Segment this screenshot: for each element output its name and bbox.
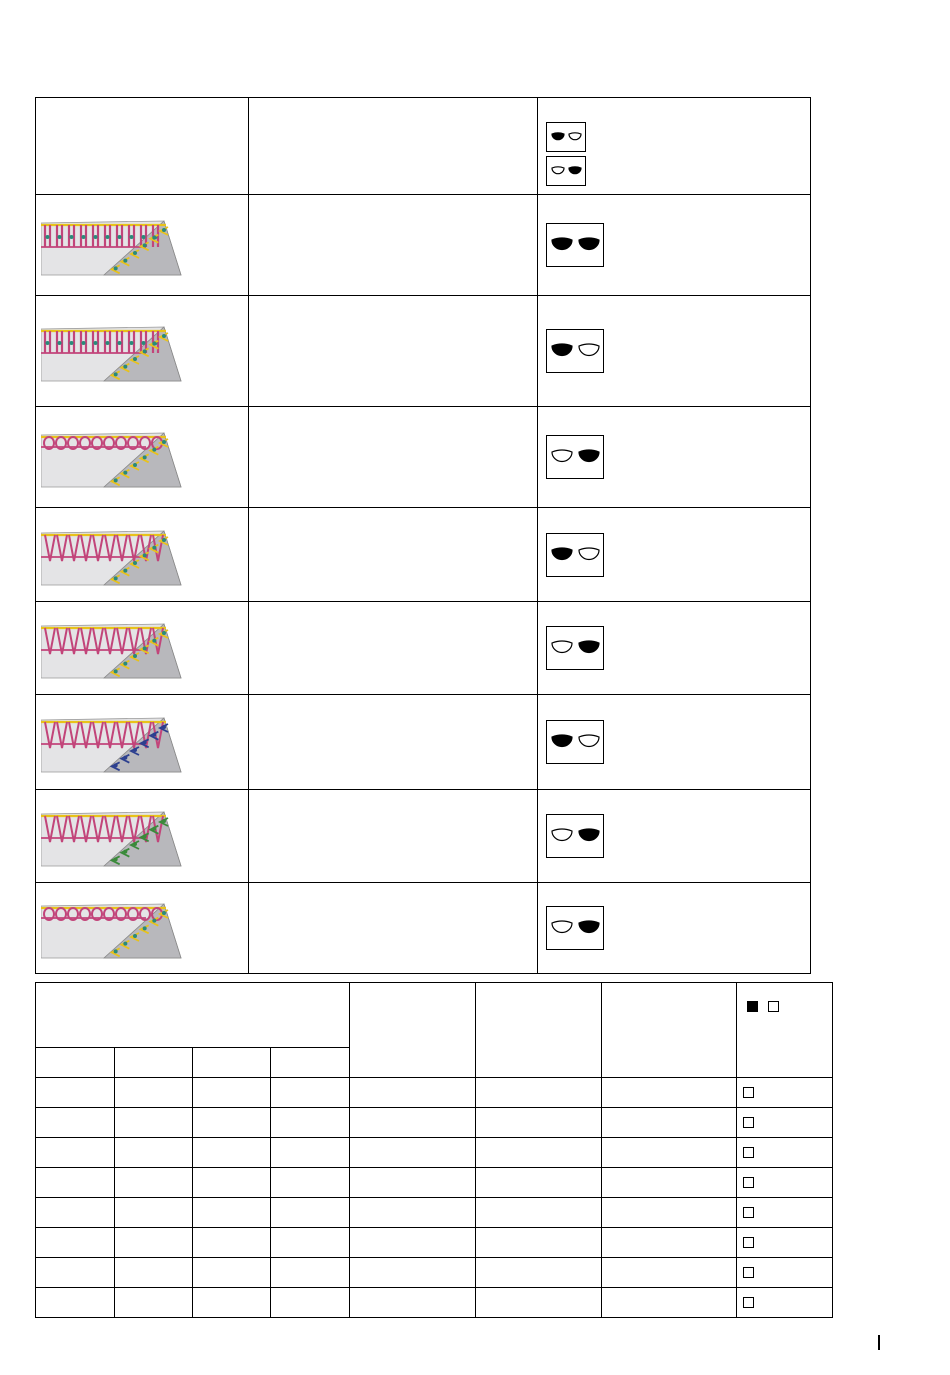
- settings-cell: [193, 1168, 271, 1198]
- stitch-swatch-image: [41, 523, 186, 587]
- needle-empty-icon: [578, 731, 600, 753]
- settings-cell: [476, 1078, 602, 1108]
- settings-cell: [115, 1258, 193, 1288]
- needle-symbol-cell: [538, 296, 811, 407]
- settings-cell: [476, 1258, 602, 1288]
- settings-header-row: [36, 983, 833, 1048]
- checkbox[interactable]: [743, 1087, 754, 1098]
- needle-empty-icon: [551, 637, 573, 659]
- settings-cell: [36, 1198, 115, 1228]
- tension-subheader-4: [271, 1048, 350, 1078]
- stitch-description-cell: [249, 602, 538, 695]
- settings-cell: [115, 1078, 193, 1108]
- needle-filled-icon: [551, 544, 573, 566]
- settings-cell: [193, 1258, 271, 1288]
- stitch-row: [36, 883, 811, 974]
- settings-header-col-6: [476, 983, 602, 1078]
- tension-subheader-2: [115, 1048, 193, 1078]
- settings-cell: [271, 1228, 350, 1258]
- stitch-description-cell: [249, 508, 538, 602]
- needle-empty-icon: [551, 164, 565, 178]
- settings-cell: [350, 1138, 476, 1168]
- settings-cell: [36, 1078, 115, 1108]
- settings-cell: [193, 1228, 271, 1258]
- settings-cell: [115, 1288, 193, 1318]
- checkbox[interactable]: [743, 1177, 754, 1188]
- settings-cell: [602, 1258, 737, 1288]
- settings-cell: [602, 1228, 737, 1258]
- checkbox[interactable]: [743, 1297, 754, 1308]
- settings-cell: [350, 1198, 476, 1228]
- settings-cell: [271, 1198, 350, 1228]
- settings-cell: [271, 1168, 350, 1198]
- needle-filled-icon: [578, 234, 600, 256]
- stitch-table: [35, 97, 811, 974]
- settings-cell: [602, 1198, 737, 1228]
- needle-symbol-cell: [538, 508, 811, 602]
- needle-symbol-cell: [538, 790, 811, 883]
- stitch-swatch-image: [41, 319, 186, 383]
- settings-cell: [476, 1228, 602, 1258]
- header-cell-description: [249, 98, 538, 195]
- empty-square-icon: [768, 1001, 779, 1012]
- needle-filled-icon: [578, 637, 600, 659]
- stitch-description-cell: [249, 883, 538, 974]
- needle-position-symbol: [546, 906, 604, 950]
- checkbox[interactable]: [743, 1237, 754, 1248]
- needle-filled-icon: [578, 825, 600, 847]
- needle-empty-icon: [551, 825, 573, 847]
- stitch-description-cell: [249, 195, 538, 296]
- stitch-image-cell: [36, 296, 249, 407]
- settings-cell: [476, 1288, 602, 1318]
- filled-square-icon: [747, 1001, 758, 1012]
- needle-position-symbol: [546, 223, 604, 267]
- settings-cell: [350, 1258, 476, 1288]
- settings-cell: [36, 1228, 115, 1258]
- checkbox[interactable]: [743, 1147, 754, 1158]
- settings-checkbox-cell: [737, 1198, 833, 1228]
- stitch-swatch-image: [41, 425, 186, 489]
- page-marker: [878, 1335, 880, 1350]
- settings-checkbox-cell: [737, 1288, 833, 1318]
- tension-group-header: [36, 983, 350, 1048]
- stitch-row: [36, 195, 811, 296]
- needle-empty-icon: [551, 917, 573, 939]
- settings-row: [36, 1258, 833, 1288]
- settings-cell: [476, 1198, 602, 1228]
- settings-checkbox-cell: [737, 1258, 833, 1288]
- settings-cell: [350, 1108, 476, 1138]
- settings-cell: [193, 1288, 271, 1318]
- settings-checkbox-cell: [737, 1108, 833, 1138]
- settings-cell: [350, 1168, 476, 1198]
- settings-cell: [476, 1138, 602, 1168]
- tension-subheader-3: [193, 1048, 271, 1078]
- settings-cell: [36, 1138, 115, 1168]
- stitch-row: [36, 407, 811, 508]
- needle-position-symbol: [546, 156, 586, 186]
- needle-empty-icon: [568, 130, 582, 144]
- settings-checkbox-cell: [737, 1078, 833, 1108]
- needle-legend: [546, 98, 810, 188]
- tension-subheader-1: [36, 1048, 115, 1078]
- needle-position-symbol: [546, 814, 604, 858]
- settings-checkbox-cell: [737, 1228, 833, 1258]
- settings-row: [36, 1108, 833, 1138]
- settings-table: [35, 982, 833, 1318]
- settings-cell: [602, 1168, 737, 1198]
- stitch-description-cell: [249, 695, 538, 790]
- stitch-image-cell: [36, 695, 249, 790]
- settings-cell: [602, 1288, 737, 1318]
- needle-filled-icon: [551, 731, 573, 753]
- stitch-row: [36, 695, 811, 790]
- needle-symbol-cell: [538, 602, 811, 695]
- header-cell-needle-legend: [538, 98, 811, 195]
- stitch-swatch-image: [41, 896, 186, 960]
- needle-empty-icon: [578, 340, 600, 362]
- stitch-description-cell: [249, 790, 538, 883]
- settings-cell: [36, 1258, 115, 1288]
- stitch-description-cell: [249, 296, 538, 407]
- settings-cell: [602, 1138, 737, 1168]
- needle-empty-icon: [551, 446, 573, 468]
- settings-cell: [115, 1228, 193, 1258]
- checkbox[interactable]: [743, 1267, 754, 1278]
- settings-cell: [476, 1108, 602, 1138]
- needle-filled-icon: [551, 130, 565, 144]
- checkbox[interactable]: [743, 1117, 754, 1128]
- settings-cell: [271, 1078, 350, 1108]
- header-cell-image: [36, 98, 249, 195]
- needle-position-symbol: [546, 122, 586, 152]
- needle-symbol-cell: [538, 195, 811, 296]
- needle-position-symbol: [546, 533, 604, 577]
- needle-filled-icon: [551, 340, 573, 362]
- stitch-row: [36, 296, 811, 407]
- settings-cell: [476, 1168, 602, 1198]
- settings-checkbox-cell: [737, 1168, 833, 1198]
- stitch-swatch-image: [41, 213, 186, 277]
- stitch-row: [36, 508, 811, 602]
- settings-row: [36, 1288, 833, 1318]
- settings-row: [36, 1168, 833, 1198]
- settings-cell: [193, 1108, 271, 1138]
- checkbox[interactable]: [743, 1207, 754, 1218]
- stitch-image-cell: [36, 508, 249, 602]
- settings-cell: [350, 1228, 476, 1258]
- needle-symbol-cell: [538, 883, 811, 974]
- settings-cell: [115, 1108, 193, 1138]
- settings-cell: [115, 1168, 193, 1198]
- stitch-image-cell: [36, 407, 249, 508]
- settings-cell: [36, 1288, 115, 1318]
- stitch-image-cell: [36, 790, 249, 883]
- settings-header-col-5: [350, 983, 476, 1078]
- settings-row: [36, 1198, 833, 1228]
- settings-cell: [271, 1138, 350, 1168]
- needle-empty-icon: [578, 544, 600, 566]
- settings-cell: [193, 1078, 271, 1108]
- needle-filled-icon: [578, 446, 600, 468]
- stitch-swatch-image: [41, 616, 186, 680]
- settings-row: [36, 1138, 833, 1168]
- stitch-image-cell: [36, 883, 249, 974]
- settings-row: [36, 1228, 833, 1258]
- needle-symbol-cell: [538, 407, 811, 508]
- settings-cell: [193, 1138, 271, 1168]
- stitch-row: [36, 790, 811, 883]
- settings-cell: [271, 1288, 350, 1318]
- needle-filled-icon: [578, 917, 600, 939]
- settings-cell: [271, 1258, 350, 1288]
- settings-row: [36, 1078, 833, 1108]
- settings-checkbox-cell: [737, 1138, 833, 1168]
- stitch-image-cell: [36, 195, 249, 296]
- settings-header-col-7: [602, 983, 737, 1078]
- stitch-image-cell: [36, 602, 249, 695]
- settings-cell: [271, 1108, 350, 1138]
- settings-header-legend: [737, 983, 833, 1078]
- settings-cell: [350, 1288, 476, 1318]
- settings-cell: [36, 1168, 115, 1198]
- settings-cell: [115, 1198, 193, 1228]
- stitch-row: [36, 602, 811, 695]
- settings-cell: [115, 1138, 193, 1168]
- stitch-swatch-image: [41, 804, 186, 868]
- stitch-swatch-image: [41, 710, 186, 774]
- needle-position-symbol: [546, 626, 604, 670]
- stitch-description-cell: [249, 407, 538, 508]
- settings-cell: [36, 1108, 115, 1138]
- needle-filled-icon: [568, 164, 582, 178]
- stitch-table-header: [36, 98, 811, 195]
- settings-cell: [350, 1078, 476, 1108]
- needle-position-symbol: [546, 329, 604, 373]
- needle-position-symbol: [546, 435, 604, 479]
- settings-cell: [193, 1198, 271, 1228]
- settings-cell: [602, 1078, 737, 1108]
- settings-cell: [602, 1108, 737, 1138]
- needle-position-symbol: [546, 720, 604, 764]
- needle-filled-icon: [551, 234, 573, 256]
- needle-symbol-cell: [538, 695, 811, 790]
